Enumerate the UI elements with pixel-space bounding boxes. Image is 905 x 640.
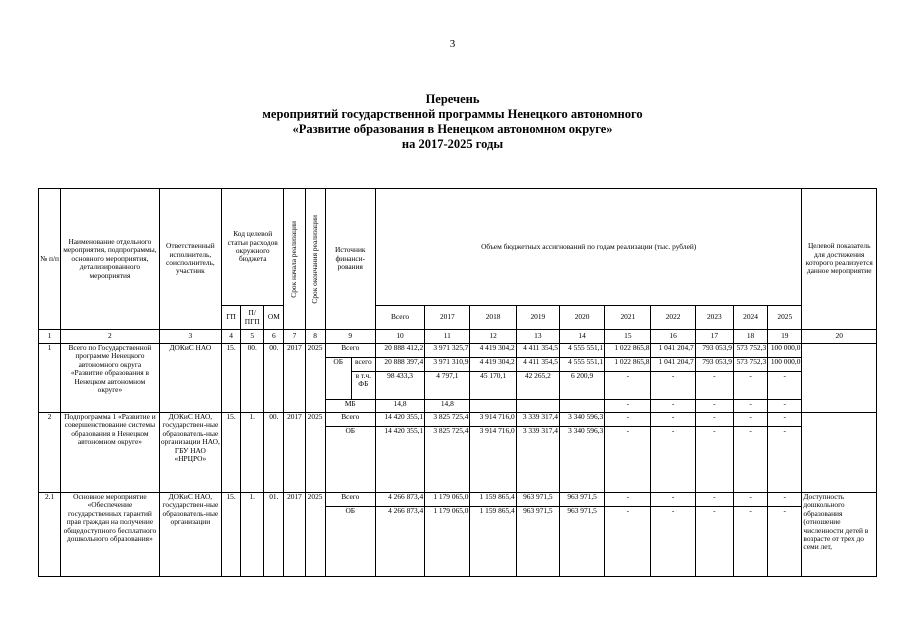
title-line-4: на 2017-2025 годы (401, 137, 504, 151)
col-number: 3 (159, 330, 221, 344)
amount-cell: 1 022 865,8 (605, 358, 651, 372)
row-kod-pgp: 1. (241, 413, 264, 493)
amount-cell: 4 266 873,4 (375, 493, 424, 507)
row-kod-pgp: 00. (241, 344, 264, 413)
header-kod-gp: ГП (222, 306, 241, 330)
col-number: 9 (325, 330, 375, 344)
header-year: 2019 (516, 306, 559, 330)
amount-cell: 14 420 355,1 (375, 427, 424, 493)
amount-cell: 4 411 354,5 (516, 344, 559, 358)
header-kod-pgp: П/ ПГП (241, 306, 264, 330)
row-kod-om: 00. (264, 413, 284, 493)
amount-cell: - (733, 427, 767, 493)
source-label: ОБ (325, 507, 375, 577)
amount-cell: - (605, 427, 651, 493)
table-row (39, 493, 877, 507)
measures-table (38, 188, 877, 577)
title-line-1: Перечень (425, 92, 480, 106)
header-year: 2018 (470, 306, 516, 330)
col-number: 6 (264, 330, 284, 344)
row-num: 2.1 (39, 493, 61, 577)
row-start: 2017 (284, 493, 305, 577)
header-year: 2023 (695, 306, 733, 330)
amount-cell: 20 888 397,4 (375, 358, 424, 372)
amount-cell: - (733, 372, 767, 400)
row-name: Всего по Государственной программе Ненецкого автономного округа «Развитие образования в Ненецком автономном округе» (61, 344, 160, 413)
col-number: 1 (39, 330, 61, 344)
source-label: Всего (325, 344, 375, 358)
amount-cell: - (695, 413, 733, 427)
amount-cell: 793 053,9 (695, 358, 733, 372)
amount-cell: - (651, 427, 695, 493)
amount-cell: 4 555 551,1 (559, 358, 604, 372)
amount-cell: - (768, 493, 802, 507)
amount-cell: 3 971 325,7 (425, 344, 470, 358)
col-number: 5 (241, 330, 264, 344)
row-kod-gp: 15. (222, 493, 241, 577)
header-name: Наименование отдельного мероприятия, подпрограммы, основного мероприятия, детализированного мероприятия (61, 189, 160, 330)
amount-cell: 3 825 725,4 (425, 427, 470, 493)
amount-cell: - (733, 400, 767, 413)
row-start: 2017 (284, 344, 305, 413)
row-end: 2025 (305, 344, 325, 413)
amount-cell: 3 825 725,4 (425, 413, 470, 427)
amount-cell: 14,8 (375, 400, 424, 413)
amount-cell: - (695, 400, 733, 413)
header-year: 2021 (605, 306, 651, 330)
amount-cell: 4 419 304,2 (470, 344, 516, 358)
amount-cell: - (605, 507, 651, 577)
row-responsible: ДОКиС НАО (159, 344, 221, 413)
amount-cell: 3 340 596,3 (559, 413, 604, 427)
amount-cell: 1 179 065,0 (425, 507, 470, 577)
col-number: 11 (425, 330, 470, 344)
amount-cell: - (768, 507, 802, 577)
row-kod-om: 00. (264, 344, 284, 413)
amount-cell (516, 400, 559, 413)
amount-cell: 1 041 204,7 (651, 344, 695, 358)
amount-cell: 3 971 310,9 (425, 358, 470, 372)
amount-cell: 4 266 873,4 (375, 507, 424, 577)
row-start: 2017 (284, 413, 305, 493)
col-number: 17 (695, 330, 733, 344)
amount-cell: 963 971,5 (559, 493, 604, 507)
amount-cell: - (651, 400, 695, 413)
title-line-2: мероприятий государственной программы Ненецкого автономного (262, 107, 643, 121)
amount-cell: - (695, 493, 733, 507)
amount-cell: 4 419 304,2 (470, 358, 516, 372)
col-number: 16 (651, 330, 695, 344)
row-indicator: Доступность дошкольного образования (отношение численности детей в возрасте от трех до семи лет, (802, 493, 877, 577)
amount-cell: - (695, 427, 733, 493)
amount-cell: - (768, 413, 802, 427)
amount-cell (470, 400, 516, 413)
amount-cell: - (651, 413, 695, 427)
amount-cell: 1 022 865,8 (605, 344, 651, 358)
row-num: 2 (39, 413, 61, 493)
header-start (284, 189, 305, 330)
row-indicator (802, 413, 877, 493)
amount-cell: 100 000,0 (768, 344, 802, 358)
document-title (0, 92, 905, 152)
amount-cell: 573 752,3 (733, 344, 767, 358)
source-sublabel: всего (351, 358, 375, 372)
amount-cell: 3 914 716,0 (470, 427, 516, 493)
row-name: Подпрограмма 1 «Развитие и совершенствование системы образования в Ненецком автономном округе» (61, 413, 160, 493)
row-num: 1 (39, 344, 61, 413)
header-num: № п/п (39, 189, 61, 330)
source-label: Всего (325, 493, 375, 507)
row-end: 2025 (305, 493, 325, 577)
header-kod: Код целевой статьи расходов окружного бюджета (222, 189, 284, 306)
amount-cell: - (651, 507, 695, 577)
amount-cell: - (695, 372, 733, 400)
amount-cell: - (695, 507, 733, 577)
table-row (39, 344, 877, 358)
col-number: 15 (605, 330, 651, 344)
header-year: 2024 (733, 306, 767, 330)
source-label: МБ (325, 400, 375, 413)
amount-cell: - (651, 372, 695, 400)
amount-cell: - (733, 507, 767, 577)
row-kod-om: 01. (264, 493, 284, 577)
amount-cell: 963 971,5 (516, 507, 559, 577)
amount-cell: - (733, 493, 767, 507)
amount-cell: 1 041 204,7 (651, 358, 695, 372)
row-kod-pgp: 1. (241, 493, 264, 577)
amount-cell (559, 400, 604, 413)
amount-cell: - (605, 493, 651, 507)
amount-cell: 3 914 716,0 (470, 413, 516, 427)
amount-cell: - (651, 493, 695, 507)
amount-cell: 3 339 317,4 (516, 413, 559, 427)
source-sublabel: в т.ч. ФБ (351, 372, 375, 400)
header-start-text: Срок начала реализации (289, 220, 299, 298)
amount-cell: 963 971,5 (559, 507, 604, 577)
amount-cell: 4 797,1 (425, 372, 470, 400)
header-year: 2025 (768, 306, 802, 330)
row-responsible: ДОКиС НАО, государствен-ные образователь-ные организации НАО, ГБУ НАО «НРЦРО» (159, 413, 221, 493)
header-end-text: Срок окончания реализации (309, 214, 319, 304)
col-number: 18 (733, 330, 767, 344)
row-kod-gp: 15. (222, 344, 241, 413)
source-label: ОБ (325, 358, 351, 400)
amount-cell: 793 053,9 (695, 344, 733, 358)
amount-cell: 45 170,1 (470, 372, 516, 400)
col-number: 13 (516, 330, 559, 344)
amount-cell: - (768, 400, 802, 413)
amount-cell: - (768, 372, 802, 400)
amount-cell: 42 265,2 (516, 372, 559, 400)
amount-cell: 963 971,5 (516, 493, 559, 507)
row-end: 2025 (305, 413, 325, 493)
col-number: 2 (61, 330, 160, 344)
col-number: 4 (222, 330, 241, 344)
col-number: 20 (802, 330, 877, 344)
amount-cell: - (605, 400, 651, 413)
header-total: Всего (375, 306, 424, 330)
header-source: Источник финанси-рования (325, 189, 375, 330)
amount-cell: 3 340 596,3 (559, 427, 604, 493)
header-year: 2022 (651, 306, 695, 330)
col-number: 14 (559, 330, 604, 344)
header-kod-om: ОМ (264, 306, 284, 330)
row-kod-gp: 15. (222, 413, 241, 493)
table-row (39, 413, 877, 427)
col-number: 7 (284, 330, 305, 344)
row-indicator (802, 344, 877, 413)
amount-cell: 573 752,3 (733, 358, 767, 372)
header-year: 2020 (559, 306, 604, 330)
header-volume: Объем бюджетных ассигнований по годам реализации (тыс. рублей) (375, 189, 801, 306)
amount-cell: 20 888 412,2 (375, 344, 424, 358)
amount-cell: 14 420 355,1 (375, 413, 424, 427)
header-responsible: Ответственный исполнитель, соисполнитель, участник (159, 189, 221, 330)
amount-cell: 4 411 354,5 (516, 358, 559, 372)
source-label: ОБ (325, 427, 375, 493)
col-number: 8 (305, 330, 325, 344)
amount-cell: 1 159 865,4 (470, 507, 516, 577)
amount-cell: - (605, 413, 651, 427)
header-year: 2017 (425, 306, 470, 330)
amount-cell: 1 179 065,0 (425, 493, 470, 507)
row-name: Основное мероприятие «Обеспечение государственных гарантий прав граждан на получение общедоступного бесплатного дошкольного образования» (61, 493, 160, 577)
col-number: 12 (470, 330, 516, 344)
amount-cell: 14,8 (425, 400, 470, 413)
row-responsible: ДОКиС НАО, государствен-ные образователь-ные организации (159, 493, 221, 577)
column-number-row (39, 330, 877, 344)
amount-cell: 100 000,0 (768, 358, 802, 372)
amount-cell: 98 433,3 (375, 372, 424, 400)
amount-cell: - (768, 427, 802, 493)
title-line-3: «Развитие образования в Ненецком автономном округе» (292, 122, 613, 136)
col-number: 10 (375, 330, 424, 344)
amount-cell: 3 339 317,4 (516, 427, 559, 493)
amount-cell: 4 555 551,1 (559, 344, 604, 358)
page-number: 3 (449, 38, 456, 50)
header-end (305, 189, 325, 330)
amount-cell: - (605, 372, 651, 400)
amount-cell: - (733, 413, 767, 427)
col-number: 19 (768, 330, 802, 344)
amount-cell: 1 159 865,4 (470, 493, 516, 507)
header-indicator: Целевой показатель для достижения которого реализуется данное мероприятие (802, 189, 877, 330)
amount-cell: 6 200,9 (559, 372, 604, 400)
source-label: Всего (325, 413, 375, 427)
